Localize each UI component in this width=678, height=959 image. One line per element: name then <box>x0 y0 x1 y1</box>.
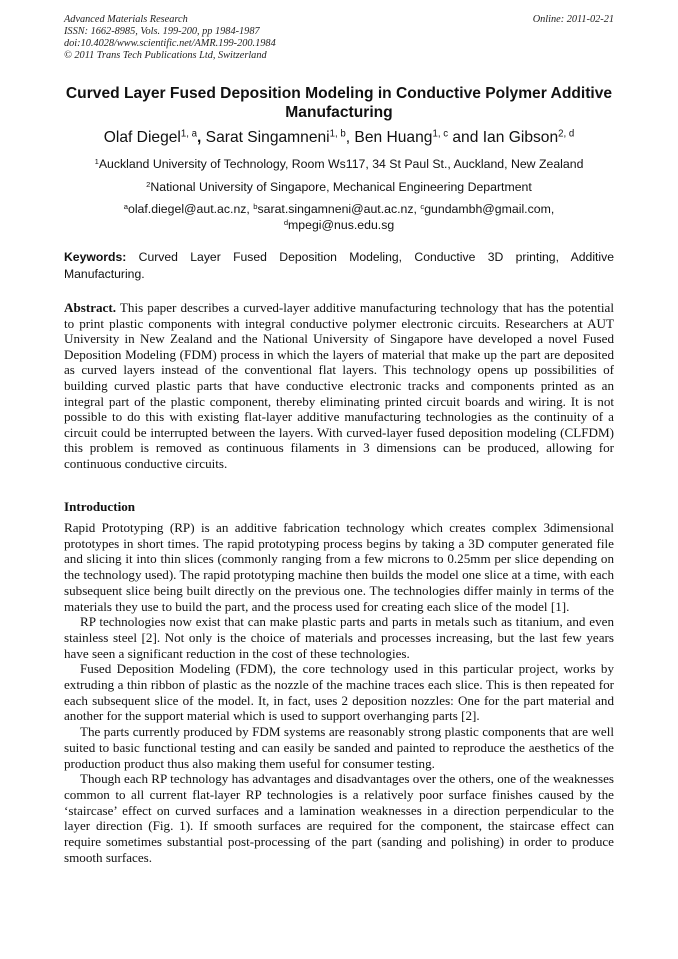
paper-title: Curved Layer Fused Deposition Modeling in Conductive Polymer Additive Manufacturing <box>65 85 613 121</box>
email-line <box>64 217 614 233</box>
paragraph: The parts currently produced by FDM systems are reasonably strong plastic components that are well suited to basic functional testing and can easily be sanded and painted to reproduce the aesthetics of the production product thus also making them useful for consumer testing. <box>64 724 614 771</box>
affiliation-sup: 1 <box>94 156 99 166</box>
author-name: Olaf Diegel <box>103 129 181 146</box>
email-sup: d <box>283 217 289 227</box>
author-name: Sarat Singamneni <box>205 129 330 146</box>
author-affiliation-sup: 1, c <box>432 128 449 140</box>
email-sup: b <box>253 201 258 211</box>
issn-line: ISSN: 1662-8985, Vols. 199-200, pp 1984-1987 <box>64 26 260 37</box>
email-address[interactable]: gundambh@gmail.com, <box>424 202 555 216</box>
author-name: Ben Huang <box>354 129 433 146</box>
email-address[interactable]: mpegi@nus.edu.sg <box>288 218 395 232</box>
email-line <box>64 201 614 217</box>
author-name: Ian Gibson <box>482 129 559 146</box>
affiliation-2 <box>64 180 614 195</box>
author-separator: and <box>448 129 483 146</box>
section-heading-introduction: Introduction <box>64 499 136 514</box>
doi-line[interactable]: doi:10.4028/www.scientific.net/AMR.199-200.1984 <box>64 38 276 49</box>
author-affiliation-sup: 1, b <box>329 128 346 140</box>
email-sup: c <box>420 201 425 211</box>
keywords-label: Keywords: <box>64 250 127 264</box>
author-affiliation-sup: 1, a <box>180 128 197 140</box>
journal-name: Advanced Materials Research <box>64 14 188 25</box>
abstract <box>64 300 614 472</box>
author-separator: , <box>345 129 355 146</box>
email-address[interactable]: olaf.diegel@aut.ac.nz, <box>127 202 254 216</box>
affiliation-1 <box>64 157 614 172</box>
affiliation-sup: 2 <box>146 179 151 189</box>
paragraph: Rapid Prototyping (RP) is an additive fabrication technology which creates complex 3dimensional prototypes in short times. The rapid prototyping process begins by taking a 3D computer generated file and slicing it into thin slices (commonly ranging from a few microns to 0.25mm per slice depending on the technology used). The rapid prototyping machine then builds the model one slice at a time, with each subsequent slice being built directly on the previous one. The technologies differ mainly in terms of the materials they use to build the part, and the process used for creating each slice of the model [1]. <box>64 520 614 614</box>
affiliation-text: Auckland University of Technology, Room Ws117, 34 St Paul St., Auckland, New Zealand <box>98 157 584 171</box>
introduction-body <box>64 520 614 865</box>
email-address[interactable]: sarat.singamneni@aut.ac.nz, <box>257 202 421 216</box>
paragraph: Fused Deposition Modeling (FDM), the core technology used in this particular project, works by extruding a thin ribbon of plastic as the nozzle of the machine traces each slice. This is then repeated for each subsequent slice of the model. It, in fact, uses 2 deposition nozzles: One for the part material and another for the support material which is used to support overhanging parts [2]. <box>64 661 614 724</box>
paragraph: RP technologies now exist that can make plastic parts and parts in metals such as titanium, and even stainless steel [2]. Not only is the choice of materials and processes increasing, but the last few years have seen a significant reduction in the cost of these technologies. <box>64 614 614 661</box>
abstract-text: This paper describes a curved-layer additive manufacturing technology that has the potential to print plastic components with integral conductive polymer electronic circuits. Researchers at AUT University in New Zealand and the National University of Singapore have developed a novel Fused Deposition Modeling (FDM) process in which the layers of material that make up the part are deposited as curved layers instead of the conventional flat layers. This technology opens up possibilities of building curved plastic parts that have conductive electronic tracks and components printed as an integral part of the plastic component, thereby eliminating printed circuit boards and wiring. It is not possible to do this with existing flat-layer additive manufacturing technologies as the continuity of a circuit could be interrupted between the layers. With curved-layer fused deposition modeling (CLFDM) this problem is removed as continuous filaments in 3 dimensions can be produced, allowing for continuous conductive circuits. <box>64 300 614 471</box>
author-separator: , <box>197 129 206 146</box>
journal-header <box>64 14 614 62</box>
author-list <box>64 128 614 148</box>
copyright-line: © 2011 Trans Tech Publications Ltd, Switzerland <box>64 50 267 61</box>
author-affiliation-sup: 2, d <box>558 128 575 140</box>
author-emails <box>64 201 614 233</box>
keywords <box>64 249 614 282</box>
abstract-label: Abstract. <box>64 300 116 315</box>
paragraph: Though each RP technology has advantages and disadvantages over the others, one of the weaknesses common to all current flat-layer RP technologies is a relatively poor surface finishes caused by the ‘staircase’ effect on curved surfaces and a lamination weaknesses in a direction perpendicular to the layer direction (Fig. 1). If smooth surfaces are required for the component, the staircase effect can require sometimes substantial post-processing of the part (sanding and polishing) in order to produce smooth surfaces. <box>64 771 614 865</box>
online-date: Online: 2011-02-21 <box>532 14 614 25</box>
email-sup: a <box>123 201 128 211</box>
keywords-text: Curved Layer Fused Deposition Modeling, Conductive 3D printing, Additive Manufacturing. <box>64 250 614 281</box>
affiliation-text: National University of Singapore, Mechanical Engineering Department <box>150 180 532 194</box>
